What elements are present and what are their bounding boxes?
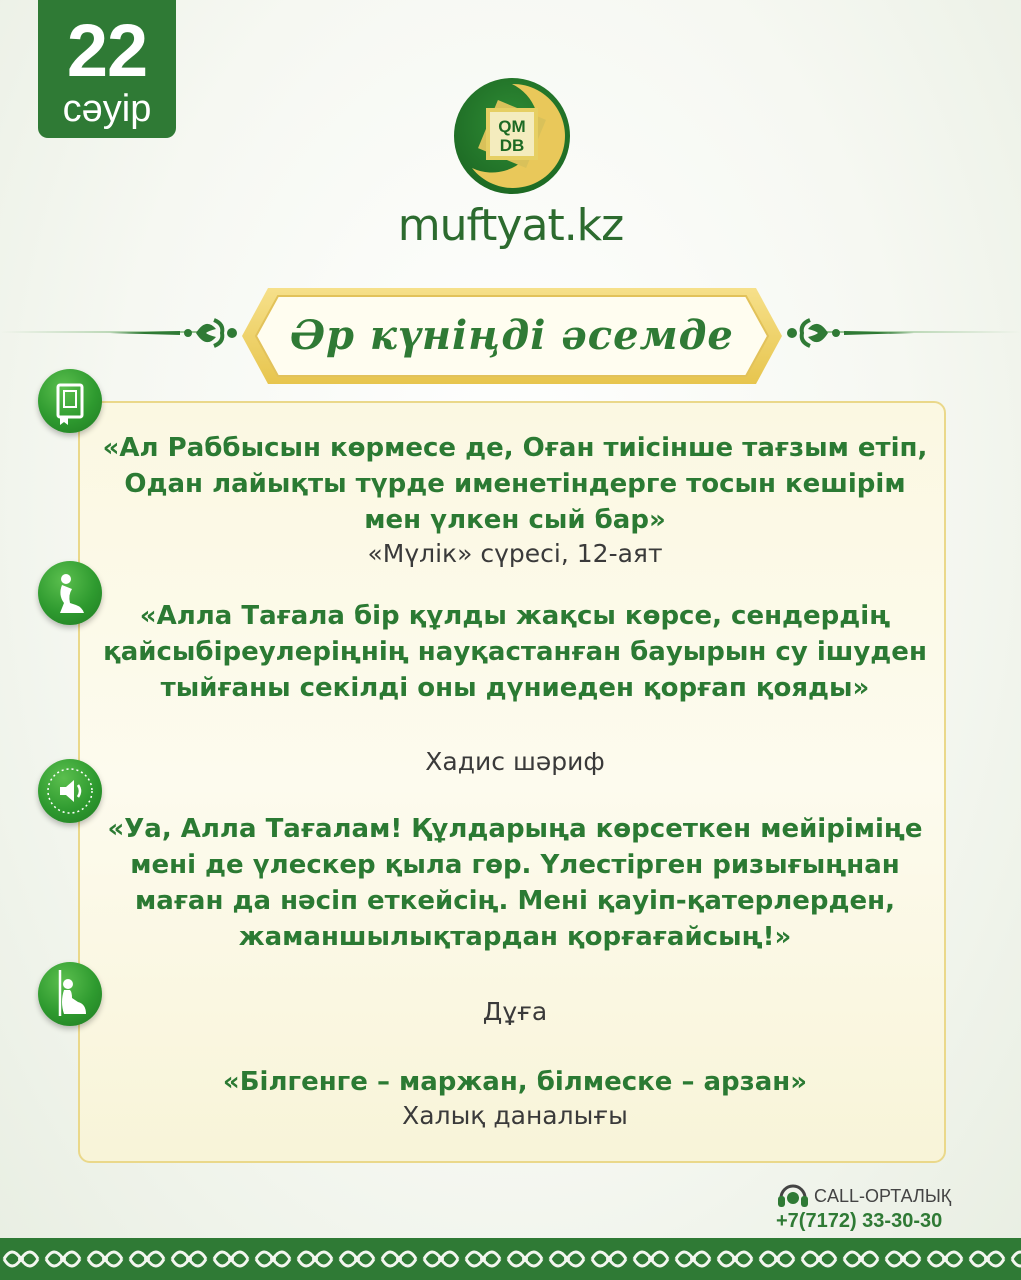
quote-4: «Білгенге – маржан, білмеске – арзан» [222,1067,808,1097]
source-1: «Мүлік» сүресі, 12-аят [367,539,663,568]
speaker-icon [38,759,102,823]
muftyat-logo [452,76,572,196]
site-name: muftyat.kz [397,200,624,251]
elder-with-staff-icon [38,962,102,1026]
call-center-label: CALL-ОРТАЛЫҚ [814,1186,952,1206]
right-ornament-icon [784,310,914,356]
quote-3: «Уа, Алла Тағалам! Құлдарыңа көрсеткен мейіріміңе мені де үлескер қыла гөр. Үлестірген ризығыңнан маған да нәсіп еткейсің. Мені қауіп-қатерлерден, жаманшылықтардан қорғағайсың!» [107,814,923,952]
headset-icon [776,1180,810,1210]
date-month: сәуір [62,88,152,130]
bottom-ornament-border [0,1238,1021,1280]
quote-2: «Алла Тағала бір құлды жақсы көрсе, сендердің қайсыбіреулеріңнің науқастанған бауырын су ішуден тыйғаны секілді оны дүниеден қорғап қояды» [103,601,927,703]
source-4: Халық даналығы [402,1101,628,1130]
logo-text-top: QM [498,117,526,136]
logo-text-bottom: DB [499,136,525,155]
praying-person-icon [38,561,102,625]
source-3: Дұға [482,997,548,1026]
call-center-phone[interactable]: +7(7172) 33-30-30 [776,1210,943,1232]
source-2: Хадис шәриф [425,747,605,776]
banner-title: Әр күніңді әсемде [290,312,734,359]
date-badge [38,0,176,138]
date-day: 22 [66,9,148,92]
quran-book-icon [38,369,102,433]
quote-1: «Ал Раббысын көрмесе де, Оған тиісінше тағзым етіп, Одан лайықты түрде именетіндерге тосын кешірім мен үлкен сый бар» [102,433,928,535]
left-ornament-icon [110,310,240,356]
